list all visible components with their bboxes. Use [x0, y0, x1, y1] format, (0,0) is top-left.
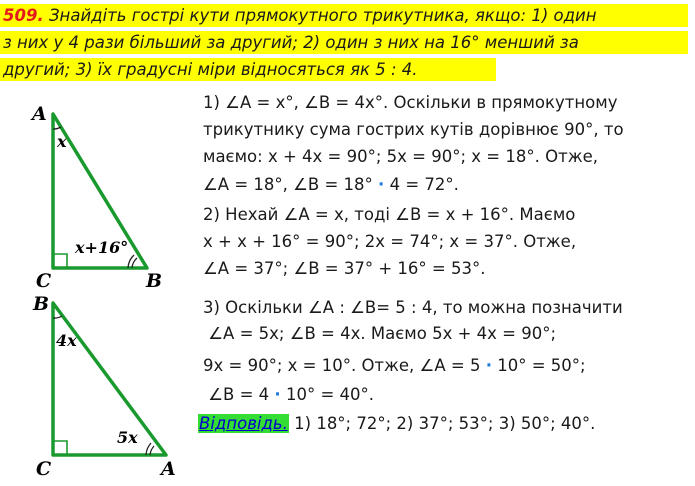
solution-line-9: ∠A = 5x; ∠B = 4x. Маємо 5x + 4x = 90°; — [203, 324, 557, 343]
solution-line-5: 2) Нехай ∠A = x, тоді ∠B = x + 16°. Маємо — [203, 205, 576, 224]
solution-line-11: ∠B = 4 · 10° = 40°. — [203, 385, 374, 404]
solution-line-6: x + x + 16° = 90°; 2x = 74°; x = 37°. Отже, — [203, 232, 577, 251]
task-line-2: з них у 4 рази більший за другий; 2) один з них на 16° менший за — [3, 33, 579, 52]
answer-line — [198, 413, 595, 435]
top-vertex-b: B — [146, 270, 163, 292]
top-vertex-a: A — [32, 103, 47, 125]
bottom-angle-a-label: 5x — [117, 428, 138, 447]
solution-line-8: 3) Оскільки ∠A : ∠B= 5 : 4, то можна позначити — [203, 298, 623, 317]
top-angle-b-label: x+16° — [75, 238, 129, 257]
bottom-vertex-c: C — [36, 458, 52, 480]
multiply-dot: · — [485, 356, 492, 375]
solution-line-1: 1) ∠A = x°, ∠B = 4x°. Оскільки в прямокутному — [203, 93, 618, 112]
solution-line-3: маємо: x + 4x = 90°; 5x = 90°; x = 18°. Отже, — [203, 147, 598, 166]
answer-label: Відповідь. — [199, 414, 288, 433]
bottom-angle-b-label: 4x — [56, 331, 77, 350]
triangle-bottom — [32, 293, 176, 480]
triangle-figures — [0, 0, 200, 486]
task-line-3: другий; 3) їх градусні міри відносяться як 5 : 4. — [3, 60, 418, 79]
solution-line-7: ∠A = 37°; ∠B = 37° + 16° = 53°. — [203, 259, 486, 278]
answer-text: 1) 18°; 72°; 2) 37°; 53°; 3) 50°; 40°. — [288, 414, 596, 433]
bottom-vertex-b: B — [33, 293, 50, 315]
task-line-1: 509. Знайдіть гострі кути прямокутного трикутника, якщо: 1) один — [3, 6, 597, 25]
solution-line-10: 9x = 90°; x = 10°. Отже, ∠A = 5 · 10° = 50°; — [203, 356, 586, 375]
solution-line-4: ∠A = 18°, ∠B = 18° · 4 = 72°. — [203, 175, 459, 194]
top-angle-a-label: x — [57, 132, 67, 151]
multiply-dot: · — [378, 175, 385, 194]
solution-line-2: трикутнику сума гострих кутів дорівнює 90°, то — [203, 120, 624, 139]
task-number: 509. — [3, 6, 44, 25]
triangle-top — [30, 103, 162, 292]
multiply-dot: · — [274, 385, 281, 404]
top-vertex-c: C — [36, 270, 52, 292]
bottom-vertex-a: A — [161, 458, 176, 480]
